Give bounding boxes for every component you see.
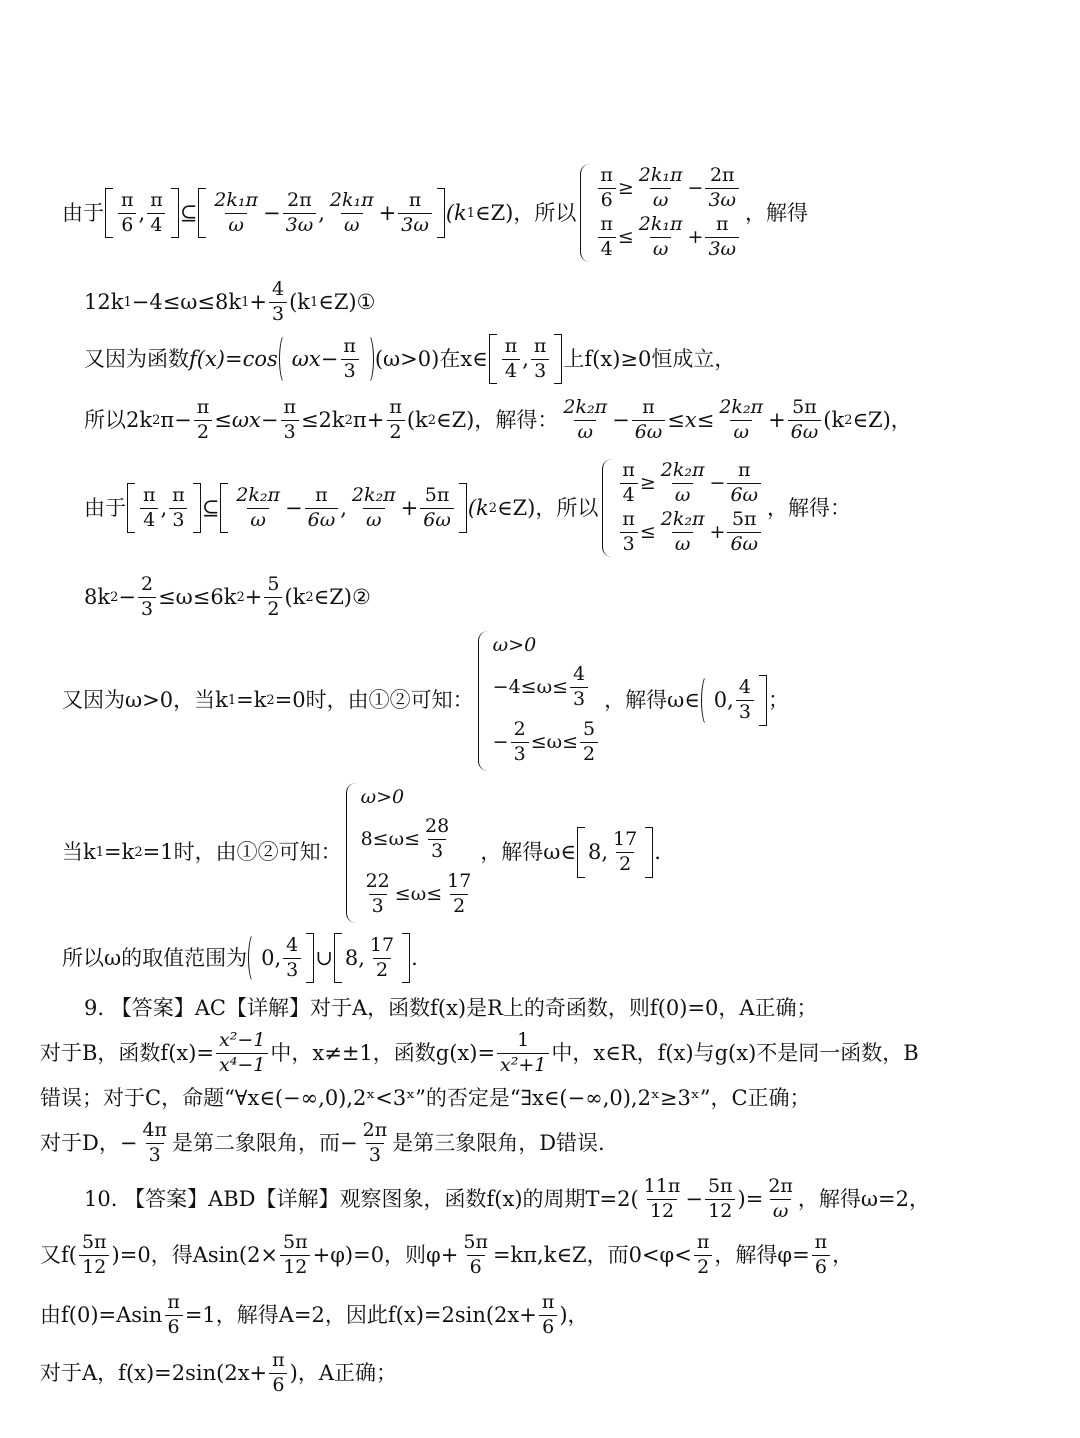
bracket-expr: $\frac{\pi}{6}$ , $\frac{\pi}{4}$: [105, 188, 179, 239]
text: 所以ω的取值范围为: [62, 945, 248, 970]
answer-10-line-1: 10. 【答案】ABD【详解】观察图象，函数f(x)的周期T=2( $\frac{11\pi}{12}$ − $\frac{5\pi}{12}$ )= $\frac{2\pi}{\omega}$ ，解得ω=2，: [84, 1174, 930, 1222]
text: 由于: [84, 495, 126, 520]
text: ；: [767, 688, 789, 712]
text: −: [612, 407, 630, 432]
text: ∈Z): [318, 289, 357, 314]
line-9: 所以ω的取值范围为 0, $\frac{4}{3}$ ∪ 8, $\frac{17}{2}$ .: [62, 930, 418, 986]
text: (k: [445, 200, 467, 225]
text: ，解得φ=: [714, 1242, 810, 1267]
circled-number: ②: [352, 584, 371, 609]
text: −: [685, 1186, 703, 1211]
text: (k: [289, 289, 310, 314]
text: ∈Z)，所以: [497, 495, 599, 520]
line-5: 由于 $\frac{\pi}{4}$ , $\frac{\pi}{3}$ ⊆ $\frac{\text{2k₂π}}{\omega}$ − $\frac{\pi}{6\omega}$ , $\frac{\text{2k₂π}}{\omega}$ + $\frac{5\pi}{6\omega}$ (k 2 ∈Z)，所以 $\frac{\pi}{4}$ ≥ $\frac{\text{2k₂π}}{\omega}$ − $\frac{\pi}{6\omega}$ $\frac{\pi}{3}$ ≤ $\frac{\text{2k₂π}}{\omega}$ + $\frac{5\pi}{6\omega}$ ，解得：: [84, 459, 852, 555]
text: (k: [467, 495, 489, 520]
line-6: 8k 2 − $\frac{2}{3}$ ≤ω≤6k 2 + $\frac{5}{2}$ (k 2 ∈Z) ②: [84, 572, 371, 620]
text: 错误；对于C，命题“∀x∈(−∞,0),2ˣ<3ˣ”的否定是“∃x∈(−∞,0),2ˣ≥3ˣ”，C正确；: [40, 1085, 811, 1110]
text: .: [654, 840, 661, 864]
text: 又因为函数: [84, 346, 189, 371]
text: 当k: [62, 840, 96, 864]
text: )，A正确；: [289, 1360, 397, 1385]
fraction: $\frac{\pi}{3\omega}$: [398, 191, 432, 236]
answer-9-line-4: 对于D，− $\frac{4\pi}{3}$ 是第二象限角，而− $\frac{2\pi}{3}$ 是第三象限角，D错误.: [40, 1118, 605, 1166]
text: =kπ,k∈Z，而0<φ<: [492, 1242, 692, 1267]
system-of-inequalities: ω>0 8≤ω≤ $\frac{28}{3}$ $\frac{22}{3}$ ≤ω≤ $\frac{17}{2}$: [346, 783, 477, 923]
text: (k: [406, 407, 428, 432]
text: ∈Z): [313, 584, 353, 609]
system-of-inequalities: $\frac{\pi}{6}$ ≥ $\frac{\text{2k₁π}}{\omega}$ − $\frac{2\pi}{3\omega}$ $\frac{\pi}{4}$ ≤ $\frac{\text{2k₁π}}{\omega}$ + $\frac{\pi}{3\omega}$: [580, 164, 741, 262]
text: ，解得ω∈: [604, 688, 700, 712]
text: 对于B，函数f(x)=: [40, 1040, 215, 1065]
text: 又f(: [40, 1242, 77, 1267]
text: f(x)=cos: [189, 346, 278, 371]
line-4: 所以2k 2 π− $\frac{\pi}{2}$ ≤ωx− $\frac{\pi}{3}$ ≤2k 2 π+ $\frac{\pi}{2}$ (k 2 ∈Z)，解得： $\frac{\text{2k₂π}}{\omega}$ − $\frac{\pi}{6\omega}$ ≤x≤ $\frac{\text{2k₂π}}{\omega}$ + $\frac{5\pi}{6\omega}$ (k 2 ∈Z)，: [84, 395, 912, 443]
text: +: [244, 584, 263, 609]
text: 对于D，−: [40, 1130, 138, 1155]
answer-9-line-3: [40, 1085, 811, 1111]
answer-9-line-2: 对于B，函数f(x)= $\frac{\text{x²−1}}{\text{x⁴−1}}$ 中，x≠±1，函数g(x)= $\frac{1}{\text{x²+1}}$ 中，x∈R，f(x)与g(x)不是同一函数，B: [40, 1028, 919, 1076]
answer-10-line-3: 由f(0)=Asin $\frac{\pi}{6}$ =1，解得A=2，因此f(x)=2sin(2x+ $\frac{\pi}{6}$ )，: [40, 1290, 589, 1338]
text: 是第二象限角，而−: [172, 1130, 358, 1155]
text: ∈Z)，: [852, 407, 912, 432]
text: 中，x∈R，f(x)与g(x)不是同一函数，B: [551, 1040, 919, 1065]
text: −4≤ω≤8k: [131, 289, 242, 314]
text: −: [118, 584, 136, 609]
text: =k: [236, 688, 267, 712]
text: (ω>0)在x∈: [374, 346, 488, 371]
text: ，解得ω∈: [480, 840, 576, 864]
text: =k: [104, 840, 135, 864]
text: =1时，由①②可知：: [142, 840, 342, 864]
text: )=: [737, 1186, 764, 1211]
fraction: $\frac{\text{2k₁π}}{\omega}$: [214, 188, 259, 236]
text: 又因为ω>0，当k: [62, 688, 228, 712]
text: ≤x≤: [667, 407, 715, 432]
bracket-expr: $\frac{\text{2k₁π}}{\omega}$ − $\frac{2\pi}{3\omega}$ , $\frac{\text{2k₁π}}{\omega}$ + $\frac{\pi}{3\omega}$: [198, 188, 445, 239]
union-symbol: ∪: [315, 945, 333, 970]
fraction: $\frac{\pi}{4}$: [147, 191, 166, 236]
text: ∈Z)，所以: [475, 200, 577, 225]
answer-10-line-4: 对于A，f(x)=2sin(2x+ $\frac{\pi}{6}$ )，A正确；: [40, 1348, 397, 1396]
text: ，: [832, 1242, 854, 1267]
line-3: 又因为函数 f(x)=cos ωx− $\frac{\pi}{3}$ (ω>0)在x∈ $\frac{\pi}{4}$ , $\frac{\pi}{3}$ 上f(x)≥0恒成立，: [84, 333, 735, 385]
fraction: $\frac{4}{3}$: [269, 280, 287, 325]
line-8: 当k 1 =k 2 =1时，由①②可知： ω>0 8≤ω≤ $\frac{28}{3}$ $\frac{22}{3}$ ≤ω≤ $\frac{17}{2}$ ，解得ω∈ 8, $\frac{17}{2}$ .: [62, 780, 661, 925]
text: =0时，由①②可知：: [274, 688, 474, 712]
text: +: [768, 407, 786, 432]
text: (k: [823, 407, 845, 432]
subset-symbol: ⊆: [201, 495, 220, 520]
circled-number: ①: [356, 289, 376, 314]
text: 是第三象限角，D错误.: [392, 1130, 605, 1155]
text: =1，解得A=2，因此f(x)=2sin(2x+: [184, 1302, 537, 1327]
text: )=0，得Asin(2×: [111, 1242, 279, 1267]
text: 由f(0)=Asin: [40, 1302, 163, 1327]
fraction: $\frac{\pi}{6}$: [118, 191, 137, 236]
text: 对于A，f(x)=2sin(2x+: [40, 1360, 268, 1385]
text: )，: [559, 1302, 589, 1327]
text: (k: [284, 584, 306, 609]
answer-9-line-1: [84, 995, 818, 1021]
text: 上f(x)≥0恒成立，: [563, 346, 736, 371]
text: .: [411, 945, 418, 970]
text: ，解得: [745, 200, 809, 225]
system-of-inequalities: ω>0 −4≤ω≤ $\frac{4}{3}$ − $\frac{2}{3}$ ≤ω≤ $\frac{5}{2}$: [478, 631, 600, 771]
fraction: $\frac{2\pi}{3\omega}$: [283, 191, 317, 236]
text: ≤ω≤6k: [158, 584, 237, 609]
text: ∈Z)，解得：: [436, 407, 559, 432]
answer-10-line-2: 又f( $\frac{5\pi}{12}$ )=0，得Asin(2× $\frac{5\pi}{12}$ +φ)=0，则φ+ $\frac{5\pi}{6}$ =kπ,k∈Z，而0<φ< $\frac{\pi}{2}$ ，解得φ= $\frac{\pi}{6}$ ，: [40, 1230, 854, 1278]
line-7: 又因为ω>0，当k 1 =k 2 =0时，由①②可知： ω>0 −4≤ω≤ $\frac{4}{3}$ − $\frac{2}{3}$ ≤ω≤ $\frac{5}{2}$ ，解得ω∈ 0, $\frac{4}{3}$ ；: [62, 628, 789, 773]
line-1: 由于 $\frac{\pi}{6}$ , $\frac{\pi}{4}$ ⊆ $\frac{\text{2k₁π}}{\omega}$ − $\frac{2\pi}{3\omega}$ , $\frac{\text{2k₁π}}{\omega}$ + $\frac{\pi}{3\omega}$ (k 1 ∈Z)，所以 $\frac{\pi}{6}$ ≥ $\frac{\text{2k₁π}}{\omega}$ − $\frac{2\pi}{3\omega}$ $\frac{\pi}{4}$ ≤ $\frac{\text{2k₁π}}{\omega}$ + $\frac{\pi}{3\omega}$ ，解得: [62, 164, 809, 260]
text: π+: [352, 407, 385, 432]
text: 中，x≠±1，函数g(x)=: [270, 1040, 496, 1065]
text: 10. 【答案】ABD【详解】观察图象，函数f(x)的周期T=2(: [84, 1186, 639, 1211]
text: +φ)=0，则φ+: [312, 1242, 459, 1267]
text: ≤ωx−: [214, 407, 279, 432]
subset-symbol: ⊆: [179, 200, 198, 225]
text: 12k: [84, 289, 124, 314]
text: ≤2k: [300, 407, 345, 432]
text: ，解得ω=2，: [797, 1186, 930, 1211]
text: ，解得：: [767, 495, 852, 520]
text: 所以2k: [84, 407, 153, 432]
text: +: [249, 289, 267, 314]
system-of-inequalities: $\frac{\pi}{4}$ ≥ $\frac{\text{2k₂π}}{\omega}$ − $\frac{\pi}{6\omega}$ $\frac{\pi}{3}$ ≤ $\frac{\text{2k₂π}}{\omega}$ + $\frac{5\pi}{6\omega}$: [602, 459, 763, 557]
text: π−: [160, 407, 192, 432]
text: 9. 【答案】AC【详解】对于A，函数f(x)是R上的奇函数，则f(0)=0，A正确；: [84, 995, 818, 1020]
text: 8k: [84, 584, 111, 609]
text: 由于: [62, 200, 104, 225]
line-2: 12k 1 −4≤ω≤8k 1 + $\frac{4}{3}$ (k 1 ∈Z) ①: [84, 277, 376, 325]
text: ωx−: [291, 346, 339, 371]
fraction: $\frac{\text{2k₁π}}{\omega}$: [329, 188, 374, 236]
